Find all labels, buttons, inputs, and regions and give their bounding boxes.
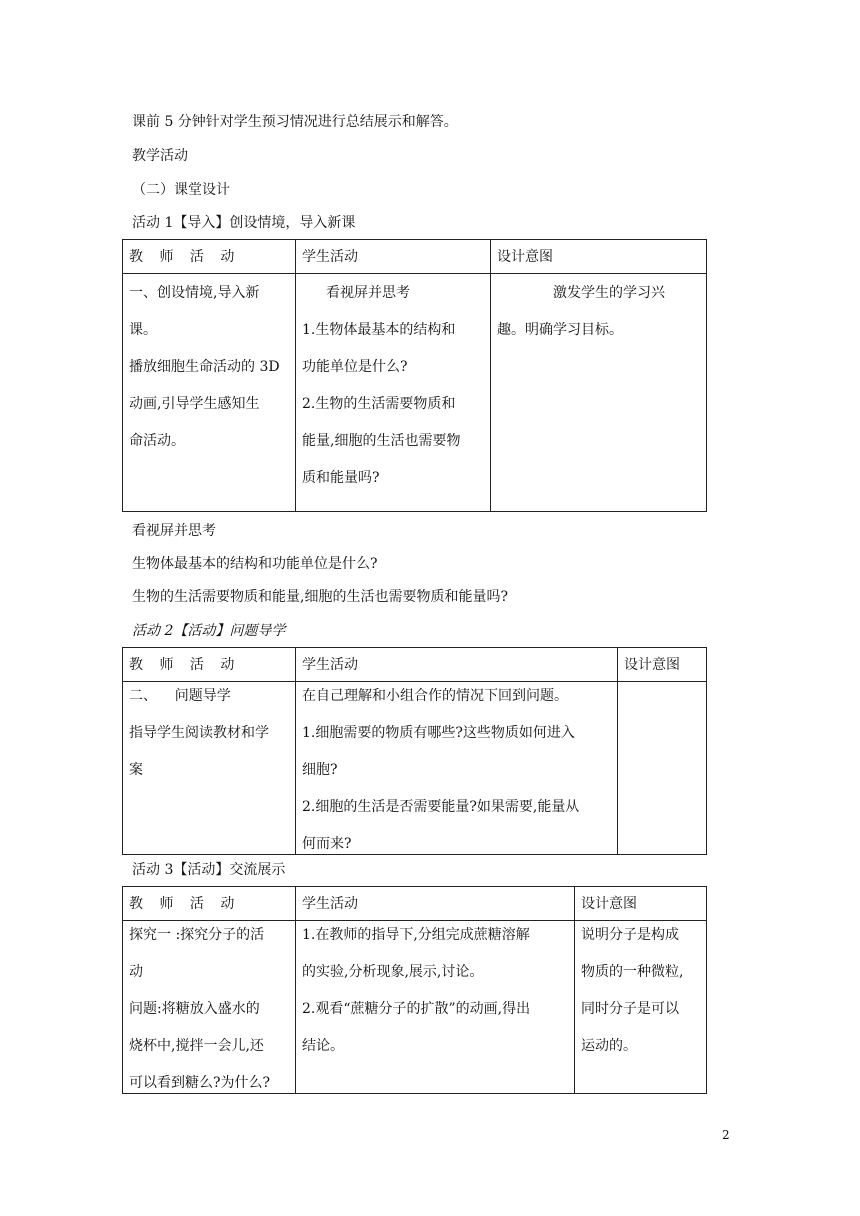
after1-line-3: 生物的生活需要物质和能量,细胞的生活也需要物质和能量吗? [132, 589, 508, 605]
cell-line: 功能单位是什么? [302, 359, 408, 375]
design-intent-cell [618, 682, 707, 855]
cell-line: 运动的。 [581, 1038, 637, 1054]
activity1-table [122, 239, 707, 512]
table-header-row [123, 648, 707, 682]
header-student: 学生活动 [296, 887, 575, 921]
intro-line-1: 课前 5 分钟针对学生预习情况进行总结展示和解答。 [132, 114, 458, 130]
student-activity-cell [296, 682, 618, 855]
intro-line-3: （二）课堂设计 [132, 182, 230, 198]
table-header-row [123, 240, 707, 274]
cell-line: 动 [129, 964, 143, 980]
activity2-table [122, 647, 707, 855]
cell-line: 同时分子是可以 [581, 1001, 679, 1017]
cell-line: 可以看到糖么?为什么? [129, 1075, 271, 1091]
intro-line-2: 教学活动 [132, 148, 188, 164]
table-row [123, 682, 707, 855]
cell-line: 动画,引导学生感知生 [129, 396, 260, 412]
cell-line: 一、创设情境,导入新 [129, 285, 260, 301]
table-header-row [123, 887, 707, 921]
header-student: 学生活动 [296, 240, 491, 274]
design-intent-cell [575, 921, 707, 1094]
cell-line: 细胞? [302, 762, 338, 778]
teacher-activity-cell [123, 921, 296, 1094]
page-number: 2 [722, 1128, 730, 1142]
header-intent: 设计意图 [491, 240, 707, 274]
after1-line-2: 生物体最基本的结构和功能单位是什么? [132, 556, 378, 572]
design-intent-cell [491, 274, 707, 512]
header-intent: 设计意图 [618, 648, 707, 682]
cell-line: 说明分子是构成 [581, 927, 679, 943]
student-activity-cell [296, 921, 575, 1094]
student-activity-cell [296, 274, 491, 512]
cell-line: 烧杯中,搅拌一会儿,还 [129, 1038, 264, 1054]
cell-line: 物质的一种微粒, [581, 964, 684, 980]
header-intent: 设计意图 [575, 887, 707, 921]
cell-line: 播放细胞生命活动的 3D [129, 359, 280, 375]
cell-line: 2.观看“蔗糖分子的扩散”的动画,得出 [302, 1001, 531, 1017]
cell-line: 质和能量吗? [302, 470, 380, 486]
activity2-title [132, 621, 285, 641]
cell-line: 案 [129, 762, 143, 778]
cell-line: 1.生物体最基本的结构和 [302, 322, 456, 338]
activity3-title: 活动 3【活动】交流展示 [132, 862, 286, 878]
cell-line: 能量,细胞的生活也需要物 [302, 433, 461, 449]
cell-line: 的实验,分析现象,展示,讨论。 [302, 964, 484, 980]
cell-line: 问题:将糖放入盛水的 [129, 1001, 260, 1017]
table-row [123, 921, 707, 1094]
table-row [123, 274, 707, 512]
cell-line: 1.细胞需要的物质有哪些?这些物质如何进入 [302, 725, 575, 741]
activity1-title: 活动 1【导入】创设情境，导入新课 [132, 215, 356, 231]
cell-line: 探究一 :探究分子的活 [129, 927, 265, 943]
cell-line: 在自己理解和小组合作的情况下回到问题。 [302, 688, 568, 704]
cell-line: 激发学生的学习兴 [553, 285, 665, 301]
activity2-title-text: 活动 2【活动】问题导学 [132, 623, 286, 639]
cell-line: 结论。 [302, 1038, 344, 1054]
cell-line: 看视屏并思考 [326, 285, 410, 301]
cell-line: 2.生物的生活需要物质和 [302, 396, 456, 412]
header-teacher: 教 师 活 动 [123, 648, 296, 682]
teacher-activity-cell [123, 274, 296, 512]
after1-line-1: 看视屏并思考 [132, 523, 216, 539]
cell-line: 命活动。 [129, 433, 185, 449]
header-teacher: 教 师 活 动 [123, 887, 296, 921]
activity3-table [122, 886, 707, 1094]
header-teacher: 教 师 活 动 [123, 240, 296, 274]
cell-line: 何而来? [302, 836, 352, 852]
teacher-activity-cell [123, 682, 296, 855]
cell-line: 课。 [129, 322, 157, 338]
cell-line: 趣。明确学习目标。 [497, 322, 623, 338]
cell-line: 指导学生阅读教材和学 [129, 725, 269, 741]
cell-line: 1.在教师的指导下,分组完成蔗糖溶解 [302, 927, 530, 943]
cell-line: 二、 问题导学 [129, 688, 231, 704]
cell-line: 2.细胞的生活是否需要能量?如果需要,能量从 [302, 799, 580, 815]
header-student: 学生活动 [296, 648, 618, 682]
